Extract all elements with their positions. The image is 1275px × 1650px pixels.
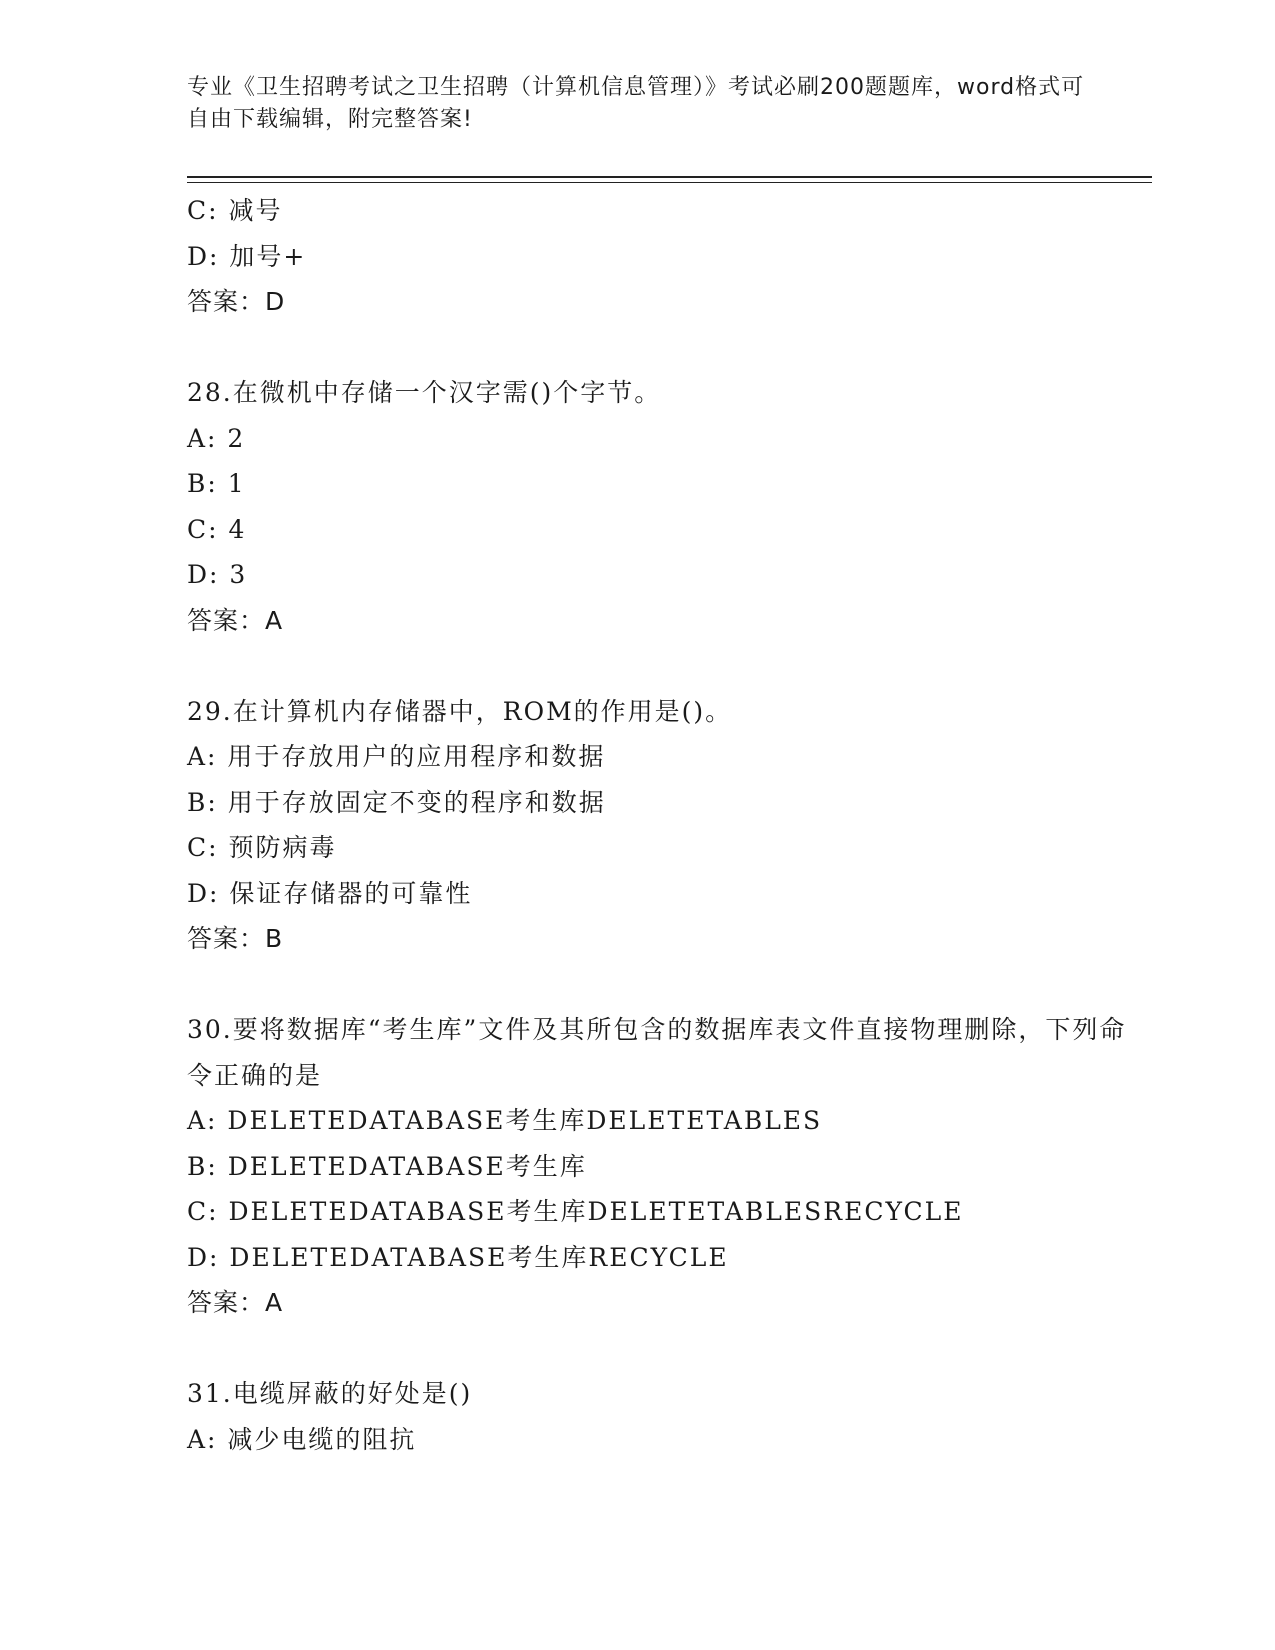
option-line: B: DELETEDATABASE考生库 [187, 1151, 587, 1181]
question-stem: 31.电缆屏蔽的好处是() [187, 1379, 473, 1408]
option-line: D: 加号+ [187, 241, 307, 271]
option-line: C: 预防病毒 [187, 833, 337, 862]
question-stem: 28.在微机中存储一个汉字需()个字节。 [187, 378, 662, 407]
answer-line: 答案：A [187, 605, 284, 635]
answer-line: 答案：B [187, 924, 284, 953]
header-rule-thin [187, 182, 1152, 183]
option-line: D: 3 [187, 560, 248, 589]
question-stem: 30.要将数据库“考生库”文件及其所包含的数据库表文件直接物理删除，下列命令正确的是 [187, 1015, 1127, 1090]
option-line: A: 2 [187, 423, 246, 453]
option-line: D: 保证存储器的可靠性 [187, 878, 473, 908]
option-line: A: 用于存放用户的应用程序和数据 [187, 742, 606, 771]
option-line: A: 减少电缆的阻抗 [187, 1424, 417, 1454]
question-list [187, 188, 1127, 1462]
answer-line: 答案：D [187, 287, 286, 316]
question-stem: 29.在计算机内存储器中，ROM的作用是()。 [187, 696, 733, 726]
option-line: C: 减号 [187, 196, 283, 225]
option-line: B: 1 [187, 469, 246, 498]
answer-line: 答案：A [187, 1288, 284, 1317]
page-header: 专业《卫生招聘考试之卫生招聘（计算机信息管理）》考试必刷200题题库，word格式可自由下载编辑，附完整答案! [187, 75, 1085, 132]
option-line: C: DELETEDATABASE考生库DELETETABLESRECYCLE [187, 1197, 964, 1226]
option-line: D: DELETEDATABASE考生库RECYCLE [187, 1242, 729, 1272]
option-line: B: 用于存放固定不变的程序和数据 [187, 787, 606, 817]
option-line: A: DELETEDATABASE考生库DELETETABLES [187, 1106, 823, 1135]
option-line: C: 4 [187, 514, 247, 544]
header-rule-thick [187, 176, 1152, 178]
